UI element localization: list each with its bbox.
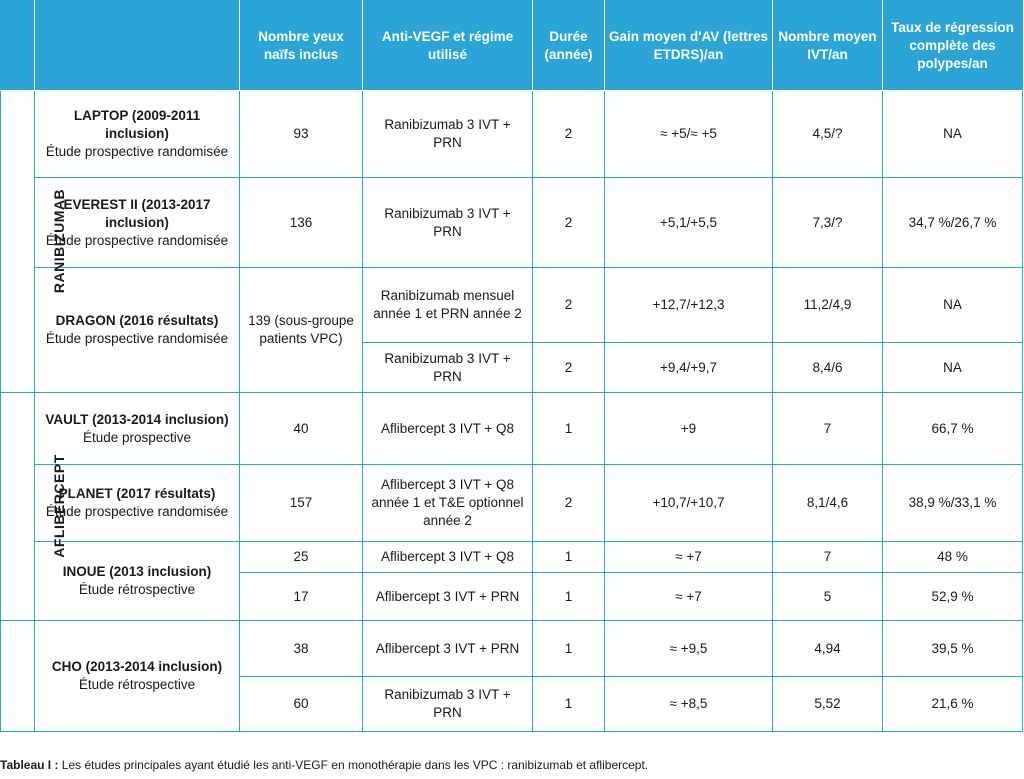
regimen-cell: Ranibizumab 3 IVT + PRN xyxy=(363,91,533,178)
table-caption xyxy=(0,758,648,772)
regression-cell: 21,6 % xyxy=(883,677,1023,732)
header-duration: Durée (année) xyxy=(533,1,605,91)
gain-cell: ≈ +5/≈ +5 xyxy=(605,91,773,178)
regression-cell: 39,5 % xyxy=(883,621,1023,677)
regression-cell: 48 % xyxy=(883,542,1023,573)
caption-text: Les études principales ayant étudié les anti-VEGF en monothérapie dans les VPC : ranibizumab et aflibercept. xyxy=(61,758,649,772)
study-name: INOUE (2013 inclusion) xyxy=(62,564,212,579)
group-ranibizumab xyxy=(1,91,68,393)
gain-cell: ≈ +8,5 xyxy=(605,677,773,732)
duration-cell: 1 xyxy=(533,573,605,621)
group-aflibercept xyxy=(1,393,67,621)
gain-cell: +10,7/+10,7 xyxy=(605,465,773,542)
duration-cell: 1 xyxy=(533,542,605,573)
gain-cell: +12,7/+12,3 xyxy=(605,268,773,343)
table-row xyxy=(1,393,1023,465)
table-row xyxy=(1,542,1023,573)
header-regression: Taux de régression complète des polypes/an xyxy=(883,1,1023,91)
study-name: PLANET (2017 résultats) xyxy=(58,486,216,501)
gain-cell: ≈ +9,5 xyxy=(605,621,773,677)
study-design: Étude prospective xyxy=(82,429,192,445)
eyes-cell: 136 xyxy=(240,178,363,268)
ivt-cell: 7 xyxy=(773,542,883,573)
gain-cell: +5,1/+5,5 xyxy=(605,178,773,268)
header-ivt: Nombre moyen IVT/an xyxy=(773,1,883,91)
table-row xyxy=(1,621,1023,677)
caption-label: Tableau I : xyxy=(0,758,59,772)
header-eyes: Nombre yeux naïfs inclus xyxy=(240,1,363,91)
ivt-cell: 8,4/6 xyxy=(773,343,883,393)
study-name: LAPTOP (2009-2011 inclusion) xyxy=(73,108,201,141)
eyes-cell: 93 xyxy=(240,91,363,178)
header-regimen: Anti-VEGF et régime utilisé xyxy=(363,1,533,91)
ivt-cell: 7 xyxy=(773,393,883,465)
eyes-cell: 17 xyxy=(240,573,363,621)
regression-cell: 34,7 %/26,7 % xyxy=(883,178,1023,268)
regimen-cell: Aflibercept 3 IVT + Q8 xyxy=(363,542,533,573)
study-name: EVEREST II (2013-2017 inclusion) xyxy=(63,196,211,230)
regression-cell: 66,7 % xyxy=(883,393,1023,465)
ivt-cell: 5,52 xyxy=(773,677,883,732)
ivt-cell: 8,1/4,6 xyxy=(773,465,883,542)
study-design: Étude prospective randomisée xyxy=(45,504,229,519)
header-row xyxy=(1,1,1023,91)
duration-cell: 2 xyxy=(533,465,605,542)
regimen-cell: Aflibercept 3 IVT + Q8 xyxy=(363,393,533,465)
ivt-cell: 4,94 xyxy=(773,621,883,677)
study-design: Étude rétrospective xyxy=(78,677,196,692)
table-row xyxy=(1,91,1023,178)
duration-cell: 2 xyxy=(533,268,605,343)
table-row xyxy=(1,178,1023,268)
regimen-cell: Ranibizumab 3 IVT + PRN xyxy=(363,178,533,268)
duration-cell: 1 xyxy=(533,621,605,677)
regimen-cell: Aflibercept 3 IVT + Q8 année 1 et T&E optionnel année 2 xyxy=(363,465,533,542)
study-cell xyxy=(35,621,240,732)
regimen-cell: Ranibizumab mensuel année 1 et PRN année 2 xyxy=(363,268,533,343)
study-cell xyxy=(35,91,240,178)
ivt-cell: 7,3/? xyxy=(773,178,883,268)
gain-cell: +9,4/+9,7 xyxy=(605,343,773,393)
group-label: RANIBIZUMAB xyxy=(51,188,68,294)
table-row xyxy=(1,465,1023,542)
study-name: DRAGON (2016 résultats) xyxy=(55,313,219,328)
study-name: VAULT (2013-2014 inclusion) xyxy=(45,411,229,427)
study-design: Étude prospective randomisée xyxy=(45,144,229,159)
regression-cell: 38,9 %/33,1 % xyxy=(883,465,1023,542)
duration-cell: 1 xyxy=(533,393,605,465)
regression-cell: NA xyxy=(883,343,1023,393)
regimen-cell: Aflibercept 3 IVT + PRN xyxy=(363,573,533,621)
eyes-cell: 38 xyxy=(240,621,363,677)
regression-cell: 52,9 % xyxy=(883,573,1023,621)
header-gain: Gain moyen d'AV (lettres ETDRS)/an xyxy=(605,1,773,91)
header-group xyxy=(1,1,35,91)
ivt-cell: 5 xyxy=(773,573,883,621)
regimen-cell: Aflibercept 3 IVT + PRN xyxy=(363,621,533,677)
study-design: Étude prospective randomisée xyxy=(45,331,229,346)
regimen-cell: Ranibizumab 3 IVT + PRN xyxy=(363,677,533,732)
eyes-cell: 25 xyxy=(240,542,363,573)
ivt-cell: 11,2/4,9 xyxy=(773,268,883,343)
eyes-cell: 60 xyxy=(240,677,363,732)
regression-cell: NA xyxy=(883,268,1023,343)
gain-cell: ≈ +7 xyxy=(605,573,773,621)
header-study xyxy=(35,1,240,91)
eyes-cell: 139 (sous-groupe patients VPC) xyxy=(240,268,363,393)
gain-cell: +9 xyxy=(605,393,773,465)
duration-cell: 2 xyxy=(533,343,605,393)
eyes-cell: 40 xyxy=(240,393,363,465)
ivt-cell: 4,5/? xyxy=(773,91,883,178)
group-label: AFLIBERCEPT xyxy=(50,454,67,558)
eyes-cell: 157 xyxy=(240,465,363,542)
group-empty xyxy=(1,621,35,732)
duration-cell: 1 xyxy=(533,677,605,732)
study-name: CHO (2013-2014 inclusion) xyxy=(51,659,223,674)
table-row xyxy=(1,268,1023,343)
duration-cell: 2 xyxy=(533,91,605,178)
study-design: Étude rétrospective xyxy=(78,582,196,597)
regression-cell: NA xyxy=(883,91,1023,178)
study-design: Étude prospective randomisée xyxy=(45,232,229,248)
gain-cell: ≈ +7 xyxy=(605,542,773,573)
duration-cell: 2 xyxy=(533,178,605,268)
regimen-cell: Ranibizumab 3 IVT + PRN xyxy=(363,343,533,393)
